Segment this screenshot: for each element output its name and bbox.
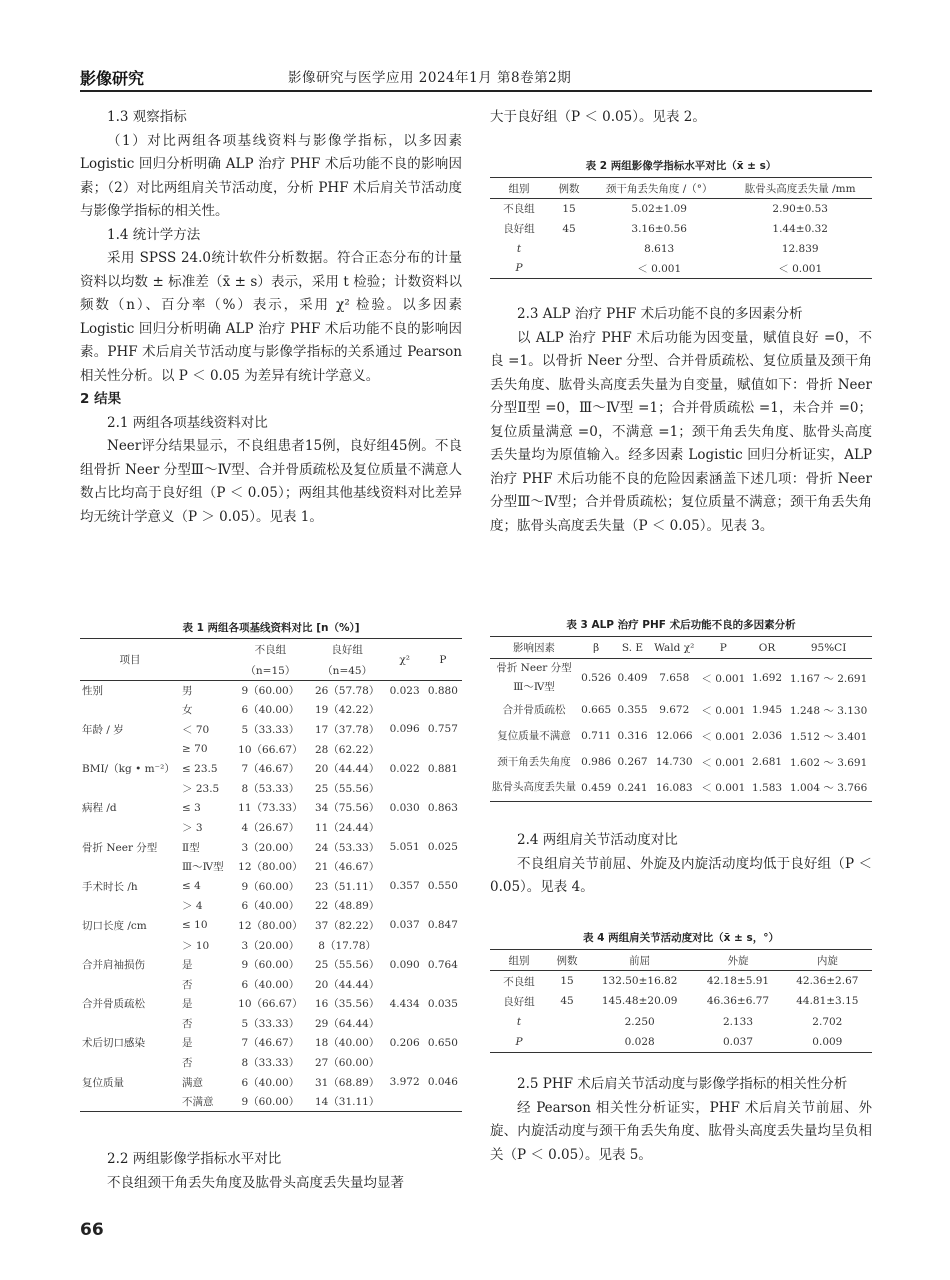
table1-cell: 18（40.00） [314, 1037, 380, 1050]
section-heading-2: 2 结果 [80, 391, 122, 407]
table1-cell: 28（62.22） [314, 743, 380, 756]
table1-cell: 9（60.00） [241, 1096, 300, 1109]
table3-row [490, 723, 872, 749]
table1-row [80, 1014, 462, 1034]
section-heading-2-4: 2.4 两组肩关节活动度对比 [517, 832, 678, 848]
table1-cell: 0.037 [389, 919, 420, 932]
table4-cell: 0.009 [812, 1036, 843, 1048]
table1-cell: 4（26.67） [241, 821, 300, 834]
table1-cell: 6（40.00） [241, 900, 300, 913]
table2-cell: t [516, 242, 522, 255]
table2-row [490, 239, 872, 259]
table1-row [80, 681, 462, 701]
table1-cell: ＞ 3 [182, 821, 203, 834]
table3-row [490, 749, 872, 775]
table1-cell [80, 818, 180, 838]
table1-cell [424, 818, 462, 838]
table1-row [80, 1092, 462, 1112]
table1-cell: 25（55.56） [314, 959, 380, 972]
table1-cell: 0.046 [427, 1076, 458, 1089]
table1-row [80, 700, 462, 720]
table1-cell: 5（33.33） [241, 723, 300, 736]
table1-row [80, 1072, 462, 1092]
table1-row [80, 1053, 462, 1073]
table1-cell: 切口长度 /cm [82, 919, 147, 932]
table3-cell: 骨折 Neer 分型Ⅲ～Ⅳ型 [496, 662, 572, 693]
table1-cell: 0.025 [427, 841, 458, 854]
table1-cell [424, 778, 462, 798]
journal-name: 影像研究 [80, 69, 145, 88]
table1-cell: ＞ 10 [182, 939, 210, 952]
table2-cell: 1.44±0.32 [772, 222, 828, 235]
table2-row [490, 259, 872, 279]
table1-head-item: 项目 [80, 639, 180, 681]
table3-cell: 12.066 [655, 730, 693, 742]
table1-head-p: P [424, 639, 462, 681]
table2-cell: 良好组 [503, 223, 535, 235]
table3-caption: 表 3 ALP 治疗 PHF 术后功能不良的多因素分析 [566, 619, 796, 631]
table1-row [80, 798, 462, 818]
table1-cell [386, 1092, 424, 1112]
table1-cell: 14（31.11） [314, 1096, 380, 1109]
table2-cell: 2.90±0.53 [772, 202, 828, 215]
table3-cell: 1.004 ～ 3.766 [789, 782, 868, 795]
table3-head-cell: P [719, 641, 727, 654]
table1-cell: 9（60.00） [241, 685, 300, 698]
table3-cell: ＜ 0.001 [701, 672, 746, 685]
section-heading-2-2: 2.2 两组影像学指标水平对比 [107, 1151, 282, 1167]
table3-cell: 0.316 [617, 730, 648, 742]
table3-cell: 1.602 ～ 3.691 [789, 756, 868, 769]
table1-cell: 8（53.33） [241, 782, 300, 795]
table3-head-cell: 影响因素 [513, 642, 555, 654]
table4-head-cell: 组别 [508, 954, 530, 967]
table1-cell: 11（73.33） [238, 802, 303, 815]
table1-cell: 4.434 [389, 997, 420, 1010]
table4-cell: 15 [560, 975, 574, 987]
table1-cell: 16（35.56） [314, 998, 380, 1011]
right-column-middle [490, 303, 872, 538]
table1-cell [386, 857, 424, 877]
header-rule [80, 90, 872, 92]
table4-cell: 42.36±2.67 [796, 975, 859, 987]
table3-cell: 14.730 [655, 756, 693, 768]
table1-cell: 5.051 [389, 841, 420, 854]
table1-cell: 9（60.00） [241, 959, 300, 972]
table3-cell: 2.681 [752, 756, 783, 768]
table4-cell [548, 1012, 586, 1033]
table1-cell: 5（33.33） [241, 1017, 300, 1030]
paragraph-imaging-start: 不良组颈干角丢失角度及肱骨头高度丢失量均显著 [107, 1174, 404, 1191]
table3-cell: 2.036 [752, 730, 783, 742]
table3-cell: 1.167 ～ 2.691 [789, 672, 868, 685]
table1-cell: 满意 [182, 1076, 203, 1089]
table1-row [80, 857, 462, 877]
table1-cell [80, 700, 180, 720]
table1-row [80, 955, 462, 975]
table4-head-cell: 外旋 [727, 954, 749, 967]
table1-row [80, 759, 462, 779]
table1-caption: 表 1 两组各项基线资料对比 [n（%）] [182, 622, 360, 634]
table1-cell: 34（75.56） [314, 802, 380, 815]
table1-cell: 7（46.67） [241, 1037, 300, 1050]
table1-row [80, 994, 462, 1014]
table3-cell: ＜ 0.001 [701, 704, 746, 717]
table1-cell: 0.757 [427, 723, 458, 736]
table4-cell: 2.250 [624, 1015, 655, 1028]
left-column-text [80, 106, 462, 529]
table3-cell: 16.083 [655, 781, 693, 794]
table4-head-cell: 前屈 [629, 954, 651, 967]
table1-cell: 手术时长 /h [82, 880, 138, 893]
table1-cell [386, 778, 424, 798]
section-heading-2-1: 2.1 两组各项基线资料对比 [107, 414, 268, 431]
table3-head-cell: β [593, 641, 600, 654]
table2-caption: 表 2 两组影像学指标水平对比（x̄ ± s） [585, 160, 777, 172]
table1-cell [424, 896, 462, 916]
table1-row [80, 778, 462, 798]
table1-cell: 11（24.44） [314, 821, 380, 834]
table1-cell: 10（66.67） [238, 743, 303, 756]
table1-cell: 20（44.44） [314, 978, 380, 991]
paragraph-rom: 不良组肩关节前屈、外旋及内旋活动度均低于良好组（P ＜ 0.05）。见表 4。 [490, 855, 872, 895]
table2-cell: 45 [562, 222, 576, 235]
right-column-lower [490, 829, 872, 900]
table3-cell: 0.459 [581, 781, 612, 794]
table1-cell: 病程 /d [82, 802, 117, 815]
table1-cell [424, 974, 462, 994]
table2-cell: 8.613 [644, 242, 675, 255]
table1-cell: 否 [182, 978, 193, 991]
section-heading-1-4: 1.4 统计学方法 [107, 226, 201, 243]
table3-cell: 0.711 [581, 730, 612, 742]
table1-row [80, 1033, 462, 1053]
table1-cell [80, 896, 180, 916]
table1-cell: ＜ 70 [182, 723, 210, 736]
table2-head-cell: 例数 [558, 182, 580, 195]
table3-cell: 0.241 [617, 781, 648, 794]
table2-row [490, 199, 872, 219]
table1-head-bad-n: （n=15） [245, 664, 296, 677]
table1-cell [424, 1053, 462, 1073]
table4-cell: 44.81±3.15 [796, 995, 859, 1008]
table3-head-cell: S. E [621, 641, 644, 654]
table3-head-cell: OR [758, 641, 776, 654]
table3-cell: 复位质量不满意 [497, 729, 571, 742]
table4-cell: 145.48±20.09 [601, 995, 678, 1008]
table1-cell: 8（17.78） [318, 939, 377, 952]
table1-cell: 27（60.00） [314, 1057, 380, 1070]
table1-cell: ＞ 23.5 [182, 782, 220, 795]
table1-cell [424, 739, 462, 759]
table1-cell [386, 700, 424, 720]
table3-cell: 1.512 ～ 3.401 [789, 730, 868, 743]
table3-row [490, 659, 872, 698]
table2-cell: 不良组 [503, 203, 535, 216]
table1-head-chi: χ² [386, 639, 424, 681]
table1-cell: 0.881 [427, 762, 458, 775]
table1-cell: 10（66.67） [238, 998, 303, 1011]
table1 [80, 638, 462, 1112]
table1-cell: 6（40.00） [241, 1076, 300, 1089]
table1-cell: 6（40.00） [241, 704, 300, 717]
table1-cell [386, 974, 424, 994]
table3-cell: 0.526 [581, 672, 612, 684]
table1-cell: 29（64.44） [314, 1017, 380, 1030]
table4-cell: 2.702 [812, 1015, 843, 1028]
table1-cell: ≤ 3 [182, 801, 201, 814]
table1-cell: ≤ 4 [182, 880, 201, 893]
paragraph-observation: （1）对比两组各项基线资料与影像学指标，以多因素 Logistic 回归分析明确 ALP 治疗 PHF 术后功能不良的影响因素；（2）对比两组肩关节活动度，分析 PHF 术后肩关节活动度与影像学指标的相关性。 [80, 132, 462, 219]
table1-cell: 31（68.89） [314, 1076, 380, 1089]
table1-row [80, 837, 462, 857]
table1-cell [80, 739, 180, 759]
page-number: 66 [80, 1220, 104, 1240]
table1-cell: 37（82.22） [314, 919, 380, 932]
table1-cell [424, 935, 462, 955]
table2 [490, 177, 872, 279]
table1-cell: 3.972 [389, 1076, 420, 1089]
table1-cell: Ⅲ～Ⅳ型 [182, 861, 224, 874]
table3-cell: 0.409 [617, 672, 648, 684]
table1-cell: 12（80.00） [238, 861, 303, 874]
table1-cell: 26（57.78） [314, 685, 380, 698]
table1-cell [80, 935, 180, 955]
table2-row [490, 219, 872, 239]
table4-row [490, 1032, 872, 1053]
table1-cell: Ⅱ型 [182, 841, 200, 854]
table3-cell: 0.267 [617, 756, 648, 768]
table3-cell: 1.945 [752, 704, 783, 716]
paragraph-statistics: 采用 SPSS 24.0统计软件分析数据。符合正态分布的计量资料以均数 ± 标准差（x̄ ± s）表示，采用 t 检验；计数资料以频数（n）、百分率（%）表示，采用 χ² 检验。以多因素 Logistic 回归分析明确 ALP 治疗 PHF 术后功能不良的影响因素。PHF 术后肩关节活动度与影像学指标的关系通过 Pearson 相关性分析。以 P ＜ 0.05 为差异有统计学意义。 [80, 250, 462, 384]
table1-cell: 是 [182, 1037, 193, 1050]
table1-cell: 男 [182, 685, 193, 698]
table1-cell: 女 [182, 704, 193, 717]
table4-cell: 0.037 [722, 1036, 754, 1048]
table4-head-cell: 内旋 [816, 954, 838, 967]
table2-head-cell: 组别 [508, 182, 530, 195]
table1-cell: 0.650 [427, 1036, 458, 1049]
paragraph-imaging-end: 大于良好组（P ＜ 0.05）。见表 2。 [490, 109, 706, 125]
table1-cell: 合并肩袖损伤 [82, 959, 145, 972]
table1-cell: ≤ 23.5 [182, 762, 218, 775]
table2-cell: P [515, 262, 523, 275]
table1-cell: 0.090 [389, 958, 420, 971]
table3-cell: 合并骨质疏松 [502, 703, 566, 716]
table1-head-good: 良好组 [331, 644, 363, 657]
table1-cell [80, 1053, 180, 1073]
table4-cell: 42.18±5.91 [706, 975, 770, 987]
table1-cell: 24（53.33） [314, 841, 380, 854]
table1-cell: 合并骨质疏松 [82, 998, 145, 1011]
table1-cell [386, 1053, 424, 1073]
table3-cell: ＜ 0.001 [701, 730, 746, 743]
table1-cell: 23（51.11） [314, 880, 380, 893]
table3-cell: 0.986 [581, 756, 612, 768]
table1-cell: 3（20.00） [241, 939, 300, 952]
table1-cell: 7（46.67） [241, 763, 300, 776]
table3-head-cell: Wald χ² [654, 641, 695, 654]
table1-cell: 0.880 [427, 684, 458, 697]
table1-cell: 0.847 [427, 919, 458, 932]
table1-head-bad: 不良组 [254, 644, 287, 657]
table1-cell [80, 778, 180, 798]
table1-cell: 19（42.22） [314, 704, 380, 717]
table3-head-cell: 95%CI [810, 641, 847, 654]
table4-cell: 0.028 [624, 1036, 655, 1048]
table1-cell: 0.863 [427, 801, 458, 814]
table3-row [490, 697, 872, 723]
table1-cell: 不满意 [182, 1096, 214, 1109]
table1-cell: 年龄 / 岁 [82, 723, 124, 736]
table2-cell: 3.16±0.56 [631, 222, 687, 235]
table1-cell: 0.023 [389, 684, 420, 697]
table1-cell: ≤ 10 [182, 919, 208, 932]
table3-cell: 肱骨头高度丢失量 [492, 781, 576, 794]
table3-cell: 1.583 [752, 781, 783, 794]
table1-cell: 0.764 [427, 958, 458, 971]
right-column-bottom [490, 1073, 872, 1167]
table1-cell: 21（46.67） [314, 861, 380, 874]
table4-cell: 45 [560, 995, 574, 1008]
table3-cell: ＜ 0.001 [701, 782, 746, 795]
table1-row [80, 739, 462, 759]
table3-cell: 7.658 [659, 672, 690, 684]
table1-row [80, 818, 462, 838]
table1-cell [386, 818, 424, 838]
table1-cell: 0.096 [389, 723, 420, 736]
table1-row [80, 876, 462, 896]
paragraph-multifactor: 以 ALP 治疗 PHF 术后功能为因变量，赋值良好 =0，不良 =1。以骨折 Neer 分型、合并骨质疏松、复位质量及颈干角丢失角度、肱骨头高度丢失量为自变量，赋值如下：骨折 Neer 分型Ⅱ型 =0，Ⅲ～Ⅳ型 =1；合并骨质疏松 =1，未合并 =0；复位质量满意 =0，不满意 =1；颈干角丢失角度、肱骨头高度丢失量均为原值输入。经多因素 Logistic 回归分析证实，ALP 治疗 PHF 术后功能不良的危险因素涵盖下述几项：骨折 Neer 分型Ⅲ～Ⅳ型；合并骨质疏松；复位质量不满意；颈干角丢失角度；肱骨头高度丢失量（P ＜ 0.05）。见表 3。 [490, 329, 872, 534]
table3-cell: 颈干角丢失角度 [497, 755, 571, 768]
section-heading-1-3: 1.3 观察指标 [107, 109, 187, 125]
table1-cell [424, 857, 462, 877]
table3-cell: 1.248 ～ 3.130 [789, 704, 868, 717]
table2-cell [548, 259, 590, 279]
table1-cell: 0.022 [389, 762, 420, 775]
table3-cell: 0.355 [617, 704, 648, 716]
table2-cell: 12.839 [781, 242, 819, 255]
table4-row [490, 991, 872, 1012]
table1-cell [386, 739, 424, 759]
table2-cell: 5.02±1.09 [631, 202, 687, 215]
table1-cell: 是 [182, 998, 193, 1011]
table1-cell: 0.357 [389, 880, 420, 893]
table3 [490, 636, 872, 802]
table1-cell: 0.550 [427, 880, 458, 893]
table3-cell: 0.665 [581, 704, 612, 716]
table4-row [490, 971, 872, 992]
table1-cell: 8（33.33） [241, 1057, 300, 1070]
table1-cell [424, 1014, 462, 1034]
table4-cell [548, 1032, 586, 1053]
table1-cell [80, 1014, 180, 1034]
table4-cell: 132.50±16.82 [601, 975, 678, 987]
table1-cell [80, 857, 180, 877]
table1-cell: 否 [182, 1017, 193, 1030]
table4-cell: t [516, 1015, 522, 1028]
table4-cell: 良好组 [503, 995, 535, 1008]
table1-cell [386, 935, 424, 955]
paragraph-correlation: 经 Pearson 相关性分析证实，PHF 术后肩关节前屈、外旋、内旋活动度与颈干角丢失角度、肱骨头高度丢失量均呈负相关（P ＜ 0.05）。见表 5。 [490, 1099, 872, 1163]
table1-cell: 0.030 [389, 801, 420, 814]
table2-cell: ＜ 0.001 [637, 262, 682, 275]
table1-row [80, 916, 462, 936]
table1-cell [80, 974, 180, 994]
table1-cell: ＞ 4 [182, 900, 203, 913]
table2-cell [548, 239, 590, 259]
table4-cell: 46.36±6.77 [706, 995, 770, 1008]
table1-cell [386, 1014, 424, 1034]
table3-cell: 9.672 [659, 704, 690, 716]
table3-cell: 1.692 [752, 672, 783, 684]
section-heading-2-3: 2.3 ALP 治疗 PHF 术后功能不良的多因素分析 [517, 306, 803, 322]
table3-row [490, 775, 872, 801]
table1-row [80, 974, 462, 994]
table1-cell: 20（44.44） [314, 763, 380, 776]
table1-cell [424, 1092, 462, 1112]
table1-cell: 22（48.89） [314, 900, 380, 913]
table1-row [80, 935, 462, 955]
table3-cell: ＜ 0.001 [701, 756, 746, 769]
table1-row [80, 720, 462, 740]
table1-cell: 3（20.00） [241, 841, 300, 854]
table2-cell: 15 [562, 202, 576, 215]
table1-cell: 0.206 [389, 1036, 420, 1049]
table2-cell: ＜ 0.001 [778, 262, 823, 275]
table1-cell: 骨折 Neer 分型 [82, 841, 158, 854]
table1-head-good-n: （n=45） [322, 664, 373, 677]
table2-head-cell: 肱骨头高度丢失量 /mm [744, 182, 856, 195]
table1-cell [80, 1092, 180, 1112]
table1-cell: 6（40.00） [241, 978, 300, 991]
table4-cell: P [515, 1036, 523, 1048]
table1-cell: BMI/（kg • m⁻²） [82, 763, 175, 776]
table4 [490, 949, 872, 1053]
table1-cell: ≥ 70 [182, 743, 208, 756]
paragraph-baseline: Neer评分结果显示，不良组患者15例，良好组45例。不良组骨折 Neer 分型Ⅲ～Ⅳ型、合并骨质疏松及复位质量不满意人数占比均高于良好组（P ＜ 0.05）；两组其他基线资料对比差异均无统计学意义（P ＞ 0.05）。见表 1。 [80, 438, 462, 525]
table4-head-cell: 例数 [556, 954, 578, 967]
table1-cell: 25（55.56） [314, 782, 380, 795]
right-column-top [490, 106, 872, 130]
table2-head-cell: 颈干角丢失角度 /（°） [605, 182, 713, 195]
table1-cell [424, 700, 462, 720]
table1-cell: 术后切口感染 [82, 1037, 145, 1050]
table1-cell: 复位质量 [82, 1076, 124, 1089]
section-heading-2-5: 2.5 PHF 术后肩关节活动度与影像学指标的相关性分析 [517, 1076, 848, 1092]
left-column-tail [80, 1148, 462, 1195]
table1-cell: 性别 [82, 685, 103, 698]
table4-cell: 2.133 [722, 1015, 754, 1028]
table1-cell: 是 [182, 959, 193, 972]
issue-info: 影像研究与医学应用 2024年1月 第8卷第2期 [288, 70, 572, 86]
table1-cell: 17（37.78） [314, 723, 380, 736]
table1-row [80, 896, 462, 916]
table1-cell: 9（60.00） [241, 880, 300, 893]
table1-cell: 12（80.00） [238, 919, 303, 932]
table1-cell: 0.035 [427, 997, 458, 1010]
table4-cell: 不良组 [503, 975, 535, 988]
table4-caption: 表 4 两组肩关节活动度对比（x̄ ± s，°） [583, 932, 779, 944]
table1-cell [386, 896, 424, 916]
table1-cell: 否 [182, 1057, 193, 1070]
table4-row [490, 1012, 872, 1033]
